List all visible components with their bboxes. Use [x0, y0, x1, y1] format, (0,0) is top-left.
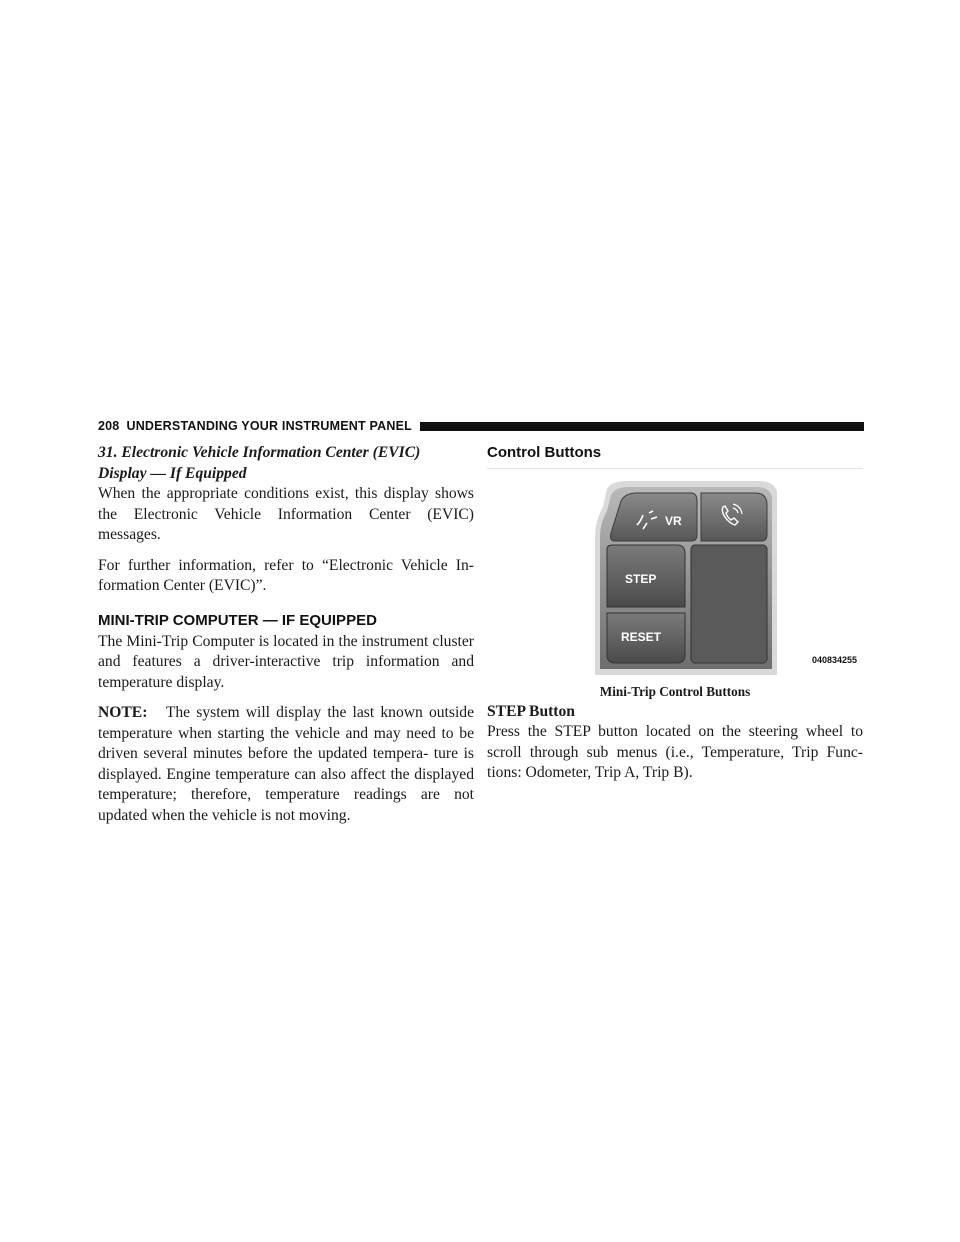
mini-trip-heading: MINI-TRIP COMPUTER — IF EQUIPPED	[98, 611, 377, 629]
header-rule	[420, 422, 864, 431]
evic-paragraph-2: For further information, refer to “Electronic Vehicle In- formation Center (EVIC)”.	[98, 556, 474, 594]
control-buttons-heading: Control Buttons	[487, 444, 602, 461]
right-column	[487, 443, 863, 784]
heading-rule	[487, 468, 863, 469]
step-label: STEP	[625, 572, 657, 586]
section-title: UNDERSTANDING YOUR INSTRUMENT PANEL	[126, 419, 412, 433]
note-label: NOTE:	[98, 704, 148, 721]
vr-label: VR	[665, 514, 682, 528]
step-button-paragraph: Press the STEP button located on the steering wheel to scroll through sub menus (i.e., Temperature, Trip Func- tions: Odometer, Trip A, Trip B).	[487, 723, 863, 781]
vr-button[interactable]	[611, 493, 698, 541]
evic-heading	[98, 443, 474, 484]
note-paragraph	[98, 703, 474, 826]
left-column	[98, 443, 474, 826]
page-number: 208	[98, 419, 120, 433]
mini-trip-paragraph: The Mini-Trip Computer is located in the instrument cluster and features a driver-interactive trip information and temperature display.	[98, 632, 474, 691]
note-text: The system will display the last known outside temperature when starting the vehicle and may need to be driven several minutes before the updated tempera- ture is displayed. Engine temperature can also affect the displayed temperature; therefore, temperature readings are not updated when the vehicle is not moving.	[98, 704, 474, 824]
control-buttons-figure	[487, 471, 863, 683]
blank-panel	[691, 545, 767, 663]
control-buttons-illustration	[487, 471, 863, 683]
figure-code: 040834255	[811, 654, 857, 665]
figure-caption: Mini-Trip Control Buttons	[599, 684, 751, 699]
reset-label: RESET	[621, 630, 662, 644]
evic-heading-line2: Display — If Equipped	[98, 464, 247, 482]
evic-paragraph-1: When the appropriate conditions exist, this display shows the Electronic Vehicle Information Center (EVIC) messages.	[98, 485, 474, 543]
evic-heading-line1: 31. Electronic Vehicle Information Center (EVIC)	[98, 444, 421, 461]
phone-button[interactable]	[701, 493, 767, 541]
page-header	[98, 417, 864, 435]
step-button-heading: STEP Button	[487, 703, 575, 720]
